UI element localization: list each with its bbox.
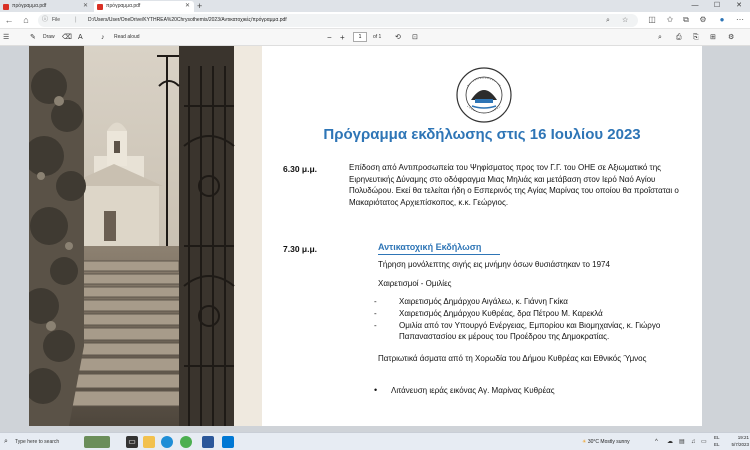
zoom-icon[interactable]: ⌕ <box>606 17 610 24</box>
url-scheme-label: File <box>52 17 61 23</box>
info-icon[interactable]: ⓘ <box>42 17 49 23</box>
page-title: Πρόγραμμα εκδήλωσης στις 16 Ιουλίου 2023 <box>323 126 641 143</box>
language-top: EL <box>714 435 720 440</box>
eraser-icon[interactable]: ⌫ <box>62 34 72 41</box>
search-highlight-image[interactable] <box>84 436 110 448</box>
procession-text: Λιτάνευση ιεράς εικόνας Αγ. Μαρίνας Κυθρέας <box>391 386 555 395</box>
new-tab-button[interactable]: + <box>197 1 203 11</box>
clock[interactable] <box>727 434 749 448</box>
page-number-input[interactable]: 1 <box>353 32 367 42</box>
text-icon[interactable]: A <box>78 34 83 41</box>
browser-tab[interactable] <box>0 1 92 12</box>
pdf-viewer[interactable] <box>0 46 750 432</box>
zoom-out-icon[interactable]: − <box>327 33 332 42</box>
search-icon: ⌕ <box>4 438 8 445</box>
favorite-star-icon[interactable]: ☆ <box>622 17 629 24</box>
home-icon[interactable]: ⌂ <box>23 15 29 25</box>
list-item-text: Ομιλία από τον Υπουργό Ενέργειας, Εμπορίου και Βιομηχανίας, κ. Γιώργο Παπαναστασίου εκ μέρους του Προέδρου της Δημοκρατίας. <box>399 321 661 341</box>
collections-icon[interactable]: ⧉ <box>683 15 689 24</box>
tray-chevron-icon[interactable]: ^ <box>655 439 658 445</box>
read-aloud-icon[interactable]: ♪ <box>101 34 105 41</box>
tab-label: πρόγραμμα.pdf <box>106 3 141 9</box>
close-window-button[interactable]: ✕ <box>736 2 742 9</box>
search-placeholder: Type here to search <box>15 439 60 445</box>
program-content <box>262 46 702 426</box>
dash-bullet: - <box>374 297 377 306</box>
clock-date: 5/7/2023 <box>731 442 749 447</box>
battery-icon[interactable]: ▭ <box>701 439 707 445</box>
bullet-dot: • <box>374 385 378 395</box>
onedrive-icon[interactable]: ☁ <box>667 439 673 445</box>
chrome-icon[interactable] <box>180 436 192 448</box>
browser-tab-active[interactable] <box>94 1 194 12</box>
divider: | <box>75 17 77 23</box>
volume-icon[interactable]: ♫ <box>691 439 696 445</box>
greetings-heading: Χαιρετισμοί - Ομιλίες <box>378 279 452 288</box>
pdf-toolbar <box>0 29 750 46</box>
extensions-icon[interactable]: ⚙ <box>699 15 707 24</box>
pdf-file-icon <box>97 4 103 10</box>
url-text: D:/Users/User/OneDrive/KYTHREA%20Chrysothemis/2023/Αντικατοχικές/πρόγραμμα.pdf <box>88 17 287 23</box>
tab-strip <box>0 0 750 12</box>
heading-underline <box>378 254 500 255</box>
save-icon[interactable]: ⎘ <box>693 34 699 41</box>
section-2-time: 7.30 μ.μ. <box>283 244 318 254</box>
draw-button[interactable]: Draw <box>43 34 55 40</box>
church-photo <box>29 46 262 426</box>
weather-text: 30°C Mostly sunny <box>587 439 630 445</box>
rotate-icon[interactable]: ⟲ <box>395 34 401 41</box>
address-bar-row <box>0 12 750 29</box>
minimize-button[interactable]: — <box>691 2 699 9</box>
page-total: of 1 <box>373 34 382 40</box>
clock-time: 19:21 <box>737 435 749 440</box>
save-as-icon[interactable]: ⊞ <box>710 34 716 41</box>
search-icon[interactable]: ⌕ <box>658 34 662 41</box>
network-icon[interactable]: ▤ <box>679 439 685 445</box>
zoom-in-icon[interactable]: + <box>340 33 345 42</box>
input-language[interactable] <box>714 434 720 448</box>
draw-icon[interactable]: ✎ <box>30 34 36 41</box>
word-icon[interactable] <box>202 436 214 448</box>
dash-bullet: - <box>374 321 377 330</box>
section-2-heading: Αντικατοχική Εκδήλωση <box>378 242 482 252</box>
profile-icon[interactable]: ● <box>719 15 725 24</box>
pdf-file-icon <box>3 4 9 10</box>
section-1-text: Επίδοση από Αντιπροσωπεία του Ψηφίσματος προς τον Γ.Γ. του ΟΗΕ σε Αξιωματικό της Ειρηνευτικής Δύναμης στο οδόφραγμα Μιας Μηλιάς και μετάβαση στον Ιερό Ναό Αγίου Πολυδώρου. Εκεί θα τελείται ήδη ο Εσπερινός της Αγίας Μαρίνας του οποίου θα προΐσταται ο Μακαριότατος Αρχιεπίσκοπος, κ.κ. Γεώργιος. <box>349 163 679 207</box>
tab-label: πρόγραμμα.pdf <box>12 3 47 9</box>
municipality-seal-logo <box>455 66 513 124</box>
section-1-time: 6.30 μ.μ. <box>283 164 318 174</box>
dash-bullet: - <box>374 309 377 318</box>
split-screen-icon[interactable]: ◫ <box>648 15 656 24</box>
file-explorer-icon[interactable] <box>143 436 155 448</box>
url-field[interactable] <box>38 14 638 27</box>
language-bottom: EL <box>714 442 720 447</box>
settings-icon[interactable]: ⚙ <box>728 34 735 41</box>
pdf-page <box>29 46 702 426</box>
task-view-icon[interactable]: ▭ <box>126 436 138 448</box>
patriotic-songs: Πατριωτικά άσματα από τη Χορωδία του Δήμου Κυθρέας και Εθνικός Ύμνος <box>378 354 647 363</box>
read-aloud-button[interactable]: Read aloud <box>114 34 140 40</box>
maximize-button[interactable]: ☐ <box>713 2 721 9</box>
edge-icon[interactable] <box>161 436 173 448</box>
more-menu-icon[interactable]: ⋯ <box>736 15 744 24</box>
list-item-text: Χαιρετισμός Δημάρχου Αιγάλεω, κ. Γιάννη Γκίκα <box>399 297 568 306</box>
close-tab-icon[interactable]: ✕ <box>82 3 88 9</box>
contents-icon[interactable]: ☰ <box>3 34 10 41</box>
list-item-text: Χαιρετισμός Δημάρχου Κυθρέας, δρα Πέτρου Μ. Καρεκλά <box>399 309 603 318</box>
favorites-icon[interactable]: ✩ <box>666 15 674 24</box>
weather-widget[interactable] <box>582 436 630 448</box>
taskbar <box>0 432 750 450</box>
sun-icon: ☀ <box>582 439 587 445</box>
moment-of-silence: Τήρηση μονόλεπτης σιγής εις μνήμην όσων θυσιάστηκαν το 1974 <box>378 260 610 269</box>
close-tab-icon[interactable]: ✕ <box>184 3 190 9</box>
outlook-icon[interactable] <box>222 436 234 448</box>
back-icon[interactable]: ← <box>4 15 14 25</box>
fit-page-icon[interactable]: ⊡ <box>412 34 418 41</box>
print-icon[interactable]: ⎙ <box>676 34 682 41</box>
